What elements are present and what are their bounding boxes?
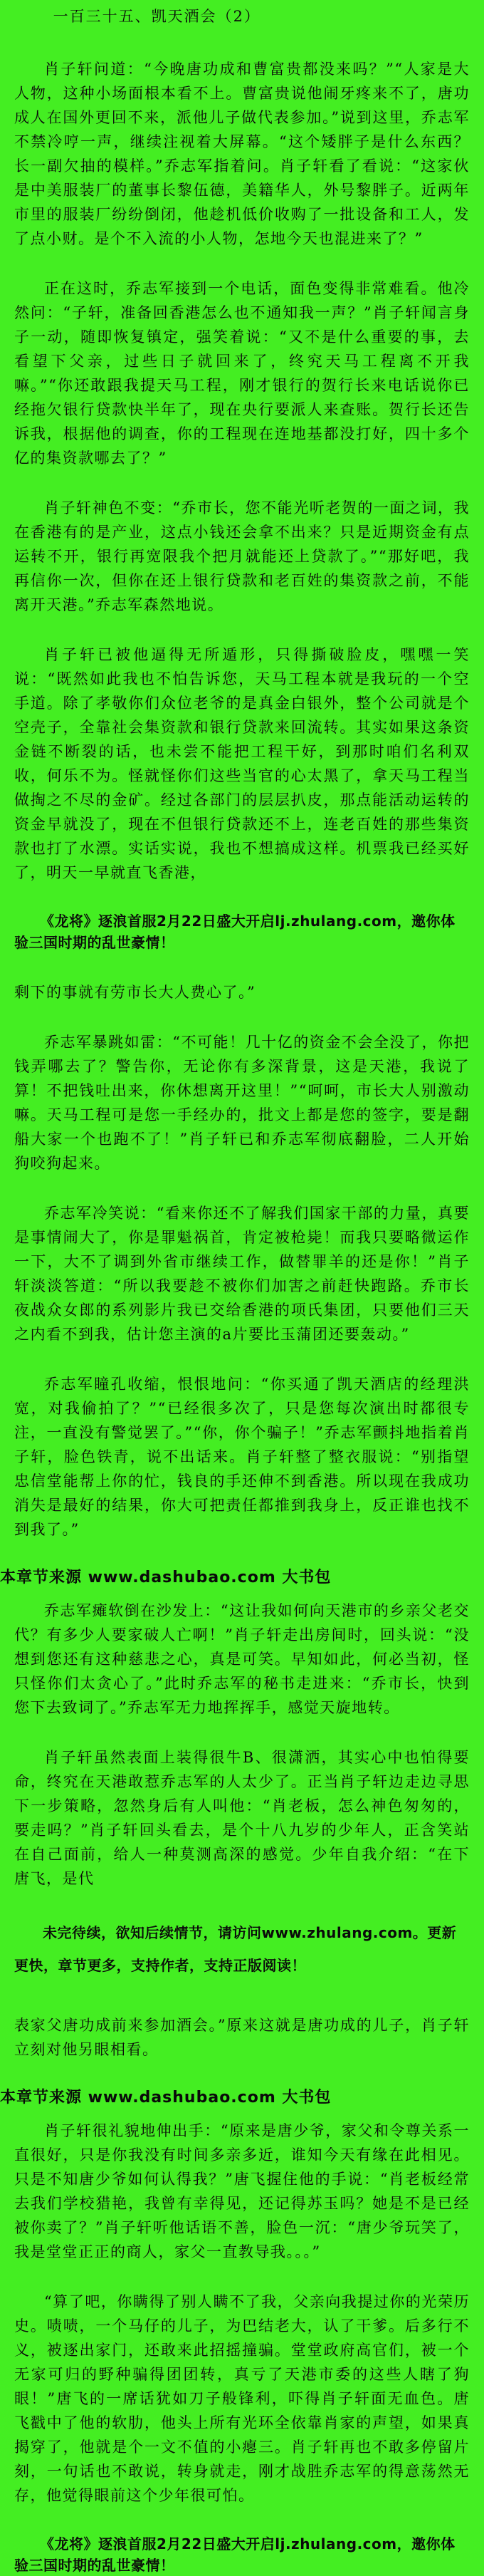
paragraph: 表家父唐功成前来参加酒会。”原来这就是唐功成的儿子，肖子轩立刻对他另眼相看。 xyxy=(14,2017,470,2058)
ad-banner-longjiang: 《龙将》逐浪首服2月22日盛大开启lj.zhulang.com，邀你体验三国时期的乱世豪情！ xyxy=(14,913,456,951)
paragraph: 肖子轩很礼貌地伸出手：“原来是唐少爷，家父和令尊关系一直很好，只是你我没有时间多亲多近，谁知今天有缘在此相见。只是不知唐少爷如何认得我？”唐飞握住他的手说：“肖老板经常去我们学校猎艳，我曾有幸得见，还记得苏玉吗？她是不是已经被你卖了？”肖子轩听他话语不善，脸色一沉：“唐少爷玩笑了，我是堂堂正正的商人，家父一直教导我。。。” xyxy=(14,2122,470,2260)
paragraph: 乔志军瞳孔收缩，恨恨地问：“你买通了凯天酒店的经理洪宽，对我偷拍了？”“已经很多次了，只是您每次演出时都很专注，一直没有警觉罢了。”“你，你个骗子！”乔志军颤抖地指着肖子轩，脸色铁青，说不出话来。肖子轩整了整衣服说：“别指望忠信堂能帮上你的忙，钱良的手还伸不到香港。所以现在我成功消失是最好的结果，你大可把责任都推到我身上，反正谁也找不到我了。” xyxy=(14,1376,470,1538)
paragraph: 乔志军瘫软倒在沙发上：“这让我如何向天港市的乡亲父老交代？有多少人要家破人亡啊！”肖子轩走出房间时，回头说：“没想到您还有这种慈悲之心，真是可笑。早知如此，何必当初，怪只怪你们太贪心了。”此时乔志军的秘书走进来：“乔市长，快到您下去致词了。”乔志军无力地挥挥手，感觉天旋地转。 xyxy=(14,1602,470,1716)
paragraph: 正在这时，乔志军接到一个电话，面色变得非常难看。他冷然问：“子轩，准备回香港怎么也不通知我一声？”肖子轩闻言身子一动，随即恢复镇定，强笑着说：“又不是什么重要的事，去看望下父亲，过些日子就回来了，终究天马工程离不开我嘛。”“你还敢跟我提天马工程，刚才银行的贺行长来电话说你已经拖欠银行贷款快半年了，现在央行要派人来查账。贺行长还告诉我，根据他的调查，你的工程现在连地基都没打好，四十多个亿的集资款哪去了？” xyxy=(14,280,470,467)
paragraph: 肖子轩已被他逼得无所遁形，只得撕破脸皮，嘿嘿一笑说：“既然如此我也不怕告诉您，天马工程本就是我玩的一个空手道。除了孝敬你们众位老爷的是真金白银外，整个公司就是个空壳子，全靠社会集资款和银行贷款来回流转。其实如果这条资金链不断裂的话，也未尝不能把工程干好，到那时咱们名利双收，何乐不为。怪就怪你们这些当官的心太黑了，拿天马工程当做掏之不尽的金矿。经过各部门的层层扒皮，那点能活动运转的资金早就没了，现在不但银行贷款还不上，连老百姓的那些集资款也打了水漂。实话实说，我也不想搞成这样。机票我已经买好了，明天一早就直飞香港， xyxy=(14,646,470,881)
to-be-continued-notice: 未完待续，欲知后续情节，请访问www.zhulang.com。更新更快，章节更多，支持作者，支持正版阅读！ xyxy=(14,1924,457,1974)
source-credit-line: 本章节来源 www.dashubao.com 大书包 xyxy=(0,1569,332,1586)
ad-banner-longjiang: 《龙将》逐浪首服2月22日盛大开启lj.zhulang.com，邀你体验三国时期的乱世豪情！ xyxy=(14,2535,456,2574)
paragraph: 肖子轩问道：“今晚唐功成和曹富贵都没来吗？”“人家是大人物，这种小场面根本看不上。曹富贵说他闹牙疼来不了，唐功成人在国外更回不来，派他儿子做代表参加。”说到这里，乔志军不禁冷哼一声，继续注视着大屏幕。“这个矮胖子是什么东西？长一副欠抽的模样。”乔志军指着问。肖子轩看了看说：“这家伙是中美服装厂的董事长黎伍德，美籍华人，外号黎胖子。近两年市里的服装厂纷纷倒闭，他趁机低价收购了一批设备和工人，发了点小财。是个不入流的小人物，怎地今天也混进来了？” xyxy=(14,61,470,247)
paragraph: 肖子轩神色不变：“乔市长，您不能光听老贺的一面之词，我在香港有的是产业，这点小钱还会拿不出来？只是近期资金有点运转不开，银行再宽限我个把月就能还上贷款了。”“那好吧，我再信你一次，但你在还上银行贷款和老百姓的集资款之前，不能离开天港。”乔志军森然地说。 xyxy=(14,499,470,613)
paragraph: “算了吧，你瞒得了别人瞒不了我，父亲向我提过你的光荣历史。啧啧，一个马仔的儿子，为巴结老大，认了干爹。后多行不义，被逐出家门，还敢来此招摇撞骗。堂堂政府高官们，被一个无家可归的野种骗得团团转，真亏了天港市委的这些人瞎了狗眼！”唐飞的一席话犹如刀子般锋利，吓得肖子轩面无血色。唐飞戳中了他的软肋，他头上所有光环全依靠肖家的声望，如果真揭穿了，他就是个一文不值的小瘪三。肖子轩再也不敢多停留片刻，一句话也不敢说，转身就走，刚才战胜乔志军的得意荡然无存，他觉得眼前这个少年很可怕。 xyxy=(14,2293,470,2504)
paragraph: 肖子轩虽然表面上装得很牛B、很潇洒，其实心中也怕得要命，终究在天港敢惹乔志军的人太少了。正当肖子轩边走边寻思下一步策略，忽然身后有人叫他：“肖老板，怎么神色匆匆的，要走吗？”肖子轩回头看去，是个十八九岁的少年人，正含笑站在自己面前，给人一种莫测高深的感觉。少年自我介绍：“在下唐飞，是代 xyxy=(14,1749,470,1887)
paragraph: 乔志军冷笑说：“看来你还不了解我们国家干部的力量，真要是事情闹大了，你是罪魁祸首，肯定被枪毙！而我只要略微运作一下，大不了调到外省市继续工作，做替罪羊的还是你！”肖子轩淡淡答道：“所以我要趁不被你们加害之前赶快跑路。乔市长夜战众女郎的系列影片我已交给香港的项氏集团，只要他们三天之内看不到我，估计您主演的a片要比玉蒲团还要轰动。” xyxy=(14,1205,470,1343)
paragraph: 乔志军暴跳如雷：“不可能！几十亿的资金不会全没了，你把钱弄哪去了？警告你，无论你有多深背景，这是天港，我说了算！不把钱吐出来，你休想离开这里！”“呵呵，市长大人别激动嘛。天马工程可是您一手经办的，批文上都是您的签字，要是翻船大家一个也跑不了！”肖子轩已和乔志军彻底翻脸，二人开始狗咬狗起来。 xyxy=(14,1034,470,1172)
source-credit-line: 本章节来源 www.dashubao.com 大书包 xyxy=(0,2089,332,2107)
paragraph: 剩下的事就有劳市长大人费心了。” xyxy=(14,984,256,1001)
chapter-title: 一百三十五、凯天酒会（2） xyxy=(53,8,261,25)
